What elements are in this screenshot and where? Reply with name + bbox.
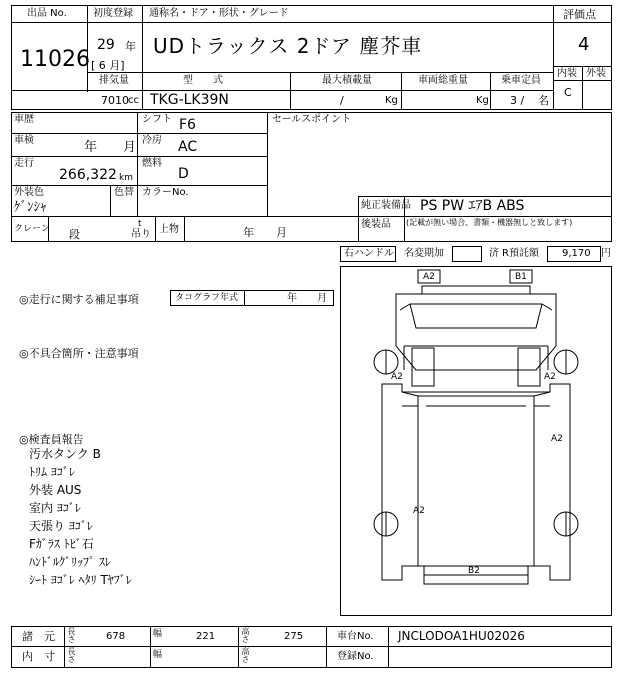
- height-label: 高さ: [241, 627, 250, 643]
- first-reg-label: 初度登録: [93, 8, 133, 19]
- max-load-unit: Kg: [385, 95, 398, 106]
- chassis-label: 車台No.: [337, 631, 374, 642]
- tachograph-label: タコグラフ年式: [175, 293, 239, 303]
- damage-mark: A2: [423, 272, 435, 282]
- shift-value: F6: [179, 117, 196, 133]
- width-value: 221: [196, 631, 216, 642]
- inspection-label: 車検: [14, 135, 34, 146]
- damage-mark: A2: [391, 372, 403, 382]
- exterior-grade-label: 外装: [586, 68, 606, 79]
- shift-label: シフト: [142, 114, 172, 125]
- capacity: 3 /: [510, 94, 525, 107]
- damage-mark: A2: [544, 372, 556, 382]
- displacement-label: 排気量: [99, 75, 129, 86]
- crane-steps: 段: [69, 228, 80, 241]
- name-change-box: [452, 246, 482, 262]
- color-change-label: 色替: [114, 187, 134, 198]
- ac-value: AC: [178, 139, 198, 155]
- damage-mark: A2: [551, 434, 563, 444]
- color-no-label: カラーNo.: [142, 187, 189, 198]
- capacity-unit: 名: [538, 94, 549, 107]
- mileage-value: 266,322: [59, 167, 117, 183]
- max-load-label: 最大積載量: [322, 75, 372, 86]
- interior-grade-label: 内装: [557, 68, 577, 79]
- reg-year-unit: 年: [125, 40, 136, 53]
- defects-label: ◎不具合箇所・注意事項: [19, 347, 139, 360]
- aftermarket-label: 後装品: [361, 219, 391, 230]
- interior-grade: C: [564, 86, 572, 99]
- score-label: 評価点: [563, 8, 596, 21]
- inspector-line: 汚水タンク B: [29, 447, 101, 461]
- width-label: 幅: [153, 629, 163, 639]
- score: 4: [578, 34, 590, 55]
- inspector-line: ﾊﾝﾄﾞﾙｸﾞﾘｯﾌﾟ ｽﾚ: [29, 555, 111, 569]
- recycle-label: 济: [489, 248, 499, 259]
- model-label: 通称名・ドア・形状・グレード: [149, 8, 289, 19]
- inspector-line: 天張り ﾖｺﾞﾚ: [29, 519, 93, 533]
- crane-tonnage-unit: t: [138, 219, 142, 229]
- reg-month: [ 6 月]: [91, 59, 125, 72]
- truck-outline-diagram: [340, 266, 612, 616]
- displacement: 7010: [101, 94, 129, 107]
- upper-date: 年 月: [243, 226, 287, 239]
- cab-outline: [396, 294, 556, 370]
- right-door: [518, 348, 540, 386]
- interior-dims-label: 内 寸: [22, 650, 55, 663]
- car-name: UDトラックス 2ドア 塵芥車: [153, 34, 423, 58]
- reg-year: 29: [97, 37, 115, 53]
- height-value: 275: [284, 631, 304, 642]
- model-type: TKG-LK39N: [150, 92, 229, 108]
- driving-remarks-label: ◎走行に関する補足事項: [19, 293, 139, 306]
- name-change-label: 名変期加: [404, 248, 444, 259]
- body-inner: [418, 396, 534, 566]
- length-label: 長さ: [67, 627, 76, 643]
- inspector-label: ◎検査員報告: [19, 433, 84, 446]
- fuel-value: D: [178, 166, 189, 182]
- lot-label: 出品 No.: [27, 8, 67, 19]
- model-type-label: 型 式: [183, 75, 223, 86]
- lot-number: 11026: [20, 47, 90, 72]
- ext-color-value: ｹﾞﾝｼｬ: [14, 200, 47, 215]
- body-outline: [382, 384, 570, 580]
- inspector-line: ｼｰﾄ ﾖｺﾞﾚ ﾍﾀﾘ Tﾔﾌﾞﾚ: [29, 573, 132, 587]
- registration-label: 登録No.: [337, 651, 374, 662]
- right-hand-label: 右ハンドル: [344, 248, 394, 259]
- windshield: [410, 304, 542, 328]
- tachograph-value: 年 月: [287, 293, 327, 304]
- left-door: [412, 348, 434, 386]
- equipment-label: 純正装備品: [361, 200, 411, 211]
- interior-height-label: 高さ: [241, 647, 250, 663]
- ext-color-label: 外装色: [14, 187, 44, 198]
- front-bumper: [422, 286, 530, 294]
- crane-lift: 吊り: [131, 229, 151, 240]
- damage-mark: A2: [413, 506, 425, 516]
- aftermarket-note: (記載が無い場合、書類・機器無しと致します): [406, 218, 573, 227]
- history-label: 車歴: [14, 114, 34, 125]
- r-tax-label: R預託額: [502, 248, 539, 259]
- r-tax-value: 9,170: [562, 248, 591, 259]
- inspector-line: 外装 AUS: [29, 483, 82, 497]
- inspector-line: Fｶﾞﾗｽ ﾄﾋﾞ石: [29, 537, 94, 551]
- damage-mark: B1: [515, 272, 527, 282]
- fuel-label: 燃料: [142, 158, 162, 169]
- dims-label: 諸 元: [22, 630, 55, 643]
- mileage-unit: km: [119, 173, 133, 183]
- crane-label: クレーン: [14, 224, 50, 234]
- interior-length-label: 長さ: [67, 647, 76, 663]
- equipment-value: PS PW ｴｱB ABS: [420, 198, 525, 214]
- gross-weight-unit: Kg: [476, 95, 489, 106]
- interior-width-label: 幅: [153, 650, 163, 660]
- length-value: 678: [106, 631, 126, 642]
- ac-label: 冷房: [142, 135, 162, 146]
- inspector-line: 室内 ﾖｺﾞﾚ: [29, 501, 81, 515]
- chassis-value: JNCLODOA1HU02026: [398, 629, 525, 643]
- capacity-label: 乗車定員: [501, 75, 541, 86]
- sales-point-label: セールスポイント: [272, 114, 352, 125]
- damage-mark: B2: [468, 566, 480, 576]
- inspector-line: ﾄﾘﾑ ﾖｺﾞﾚ: [29, 465, 75, 479]
- upper-label: 上物: [159, 224, 179, 235]
- inspection-value: 年 月: [84, 140, 137, 155]
- gross-weight-label: 車両総重量: [418, 75, 468, 86]
- r-tax-unit: 円: [601, 248, 611, 259]
- displacement-unit: cc: [128, 95, 139, 106]
- max-load: /: [340, 94, 344, 107]
- mileage-label: 走行: [14, 158, 34, 169]
